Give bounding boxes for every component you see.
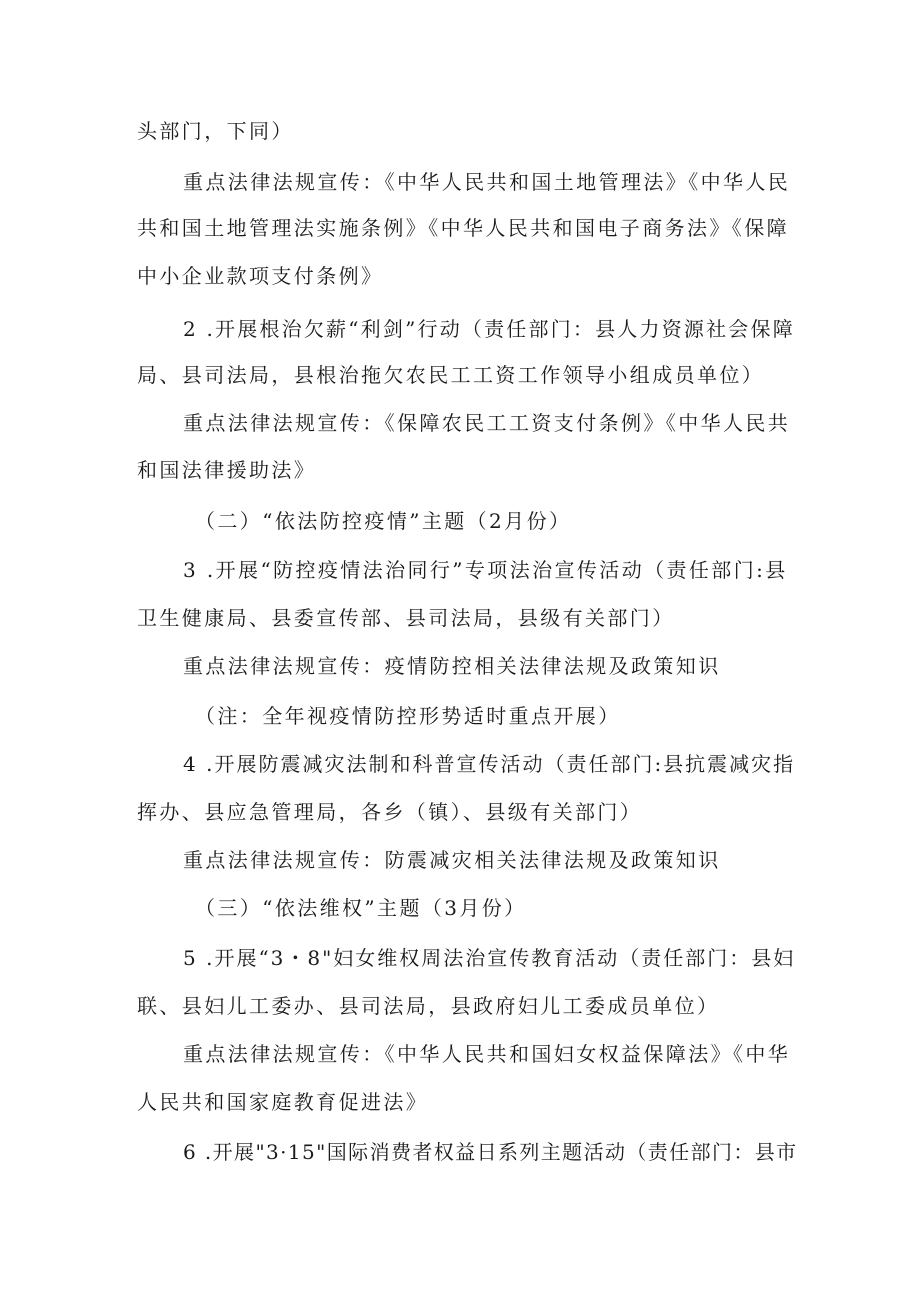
text-line: 联、县妇儿工委办、县司法局，县政府妇儿工委成员单位） [137, 994, 720, 1018]
section-heading: （二）“依法防控疫情”主题（2月份） [195, 509, 572, 533]
text-line: 重点法律法规宣传：疫情防控相关法律法规及政策知识 [183, 654, 721, 678]
text-line: 重点法律法规宣传：《中华人民共和国妇女权益保障法》《中华 [183, 1042, 791, 1066]
text-line: （注：全年视疫情防控形势适时重点开展） [195, 704, 621, 728]
text-line: 重点法律法规宣传：《保障农民工工资支付条例》《中华人民共 [183, 411, 791, 435]
text-line: 局、县司法局，县根治拖欠农民工工资工作领导小组成员单位） [137, 363, 765, 387]
text-line: 重点法律法规宣传：防震减灾相关法律法规及政策知识 [183, 848, 721, 872]
text-line: 挥办、县应急管理局，各乡（镇）、县级有关部门） [137, 800, 643, 824]
text-line: 头部门，下同） [137, 119, 294, 143]
text-line: 5 .开展“3・8"妇女维权周法治宣传教育活动（责任部门：县妇 [183, 946, 796, 970]
text-line: 3 .开展“防控疫情法治同行”专项法治宣传活动（责任部门:县 [183, 558, 788, 582]
text-line: 6 .开展"3·15"国际消费者权益日系列主题活动（责任部门：县市 [183, 1140, 798, 1164]
text-line: 卫生健康局、县委宣传部、县司法局，县级有关部门） [137, 606, 675, 630]
text-line: 2 .开展根治欠薪“利剑”行动（责任部门：县人力资源社会保障 [183, 317, 795, 341]
text-line: 人民共和国家庭教育促进法》 [137, 1090, 429, 1114]
text-line: 和国法律援助法》 [137, 458, 317, 482]
text-line: 重点法律法规宣传：《中华人民共和国土地管理法》《中华人民 [183, 170, 791, 194]
section-heading: （三）“依法维权”主题（3月份） [195, 896, 527, 920]
text-line: 中小企业款项支付条例》 [137, 264, 384, 288]
text-line: 共和国土地管理法实施条例》《中华人民共和国电子商务法》《保障 [137, 216, 789, 240]
text-line: 4 .开展防震减灾法制和科普宣传活动（责任部门:县抗震减灾指 [183, 752, 796, 776]
